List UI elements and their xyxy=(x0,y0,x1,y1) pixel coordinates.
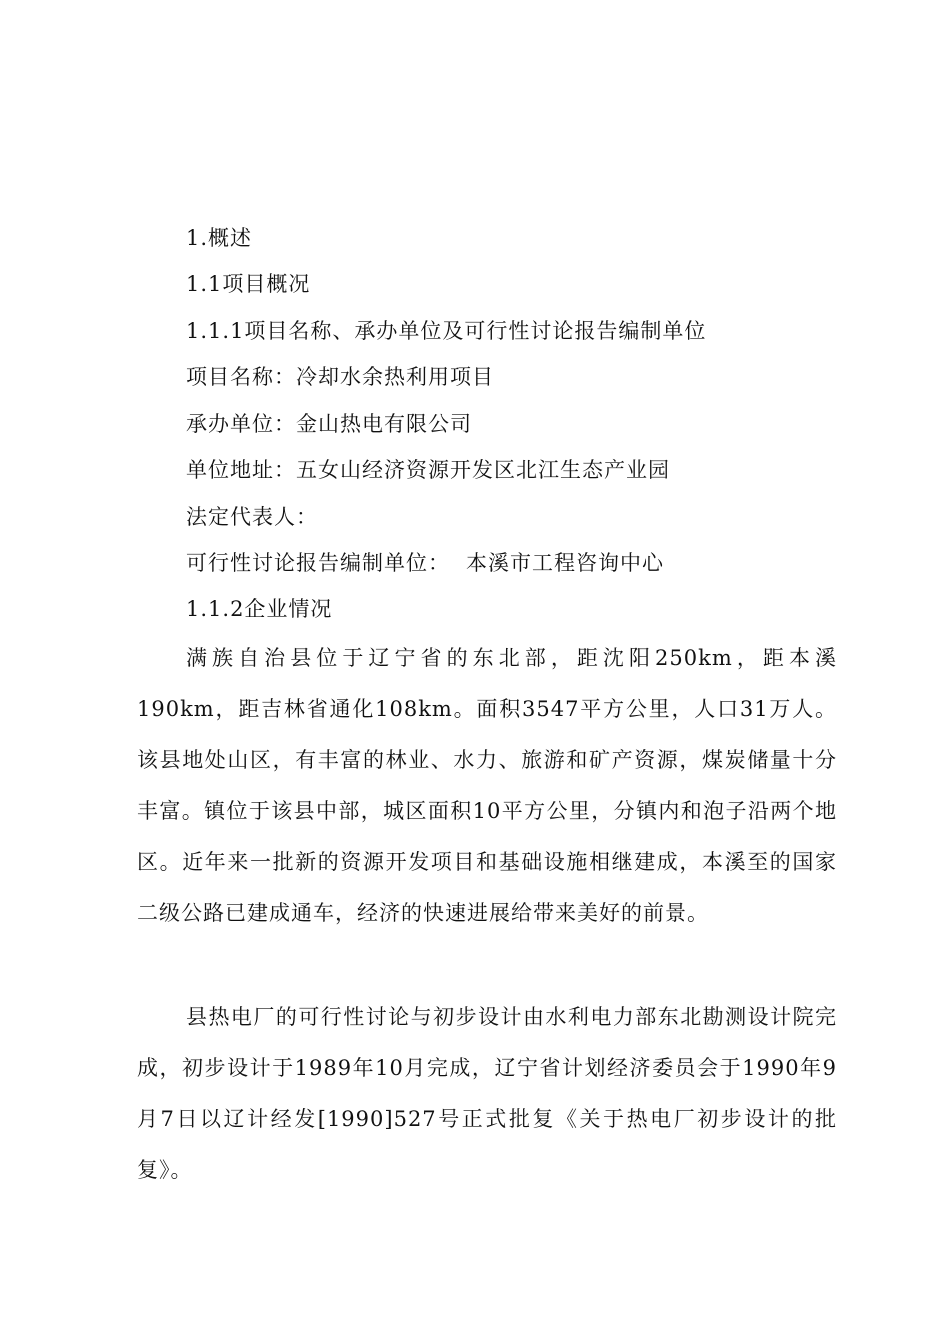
report-unit-value: 本溪市工程咨询中心 xyxy=(466,551,664,575)
section-heading-1: 1.概述 xyxy=(186,226,253,250)
report-unit-line xyxy=(186,549,664,577)
section-heading-1-1: 1.1项目概况 xyxy=(186,272,311,296)
paragraph-county-overview: 满族自治县位于辽宁省的东北部，距沈阳250km，距本溪190km，距吉林省通化108km。面积3547平方公里，人口31万人。该县地处山区，有丰富的林业、水力、旅游和矿产资源，煤炭储量十分丰富。镇位于该县中部，城区面积10平方公里，分镇内和泡子沿两个地区。近年来一批新的资源开发项目和基础设施相继建成，本溪至的国家二级公路已建成通车，经济的快速进展给带来美好的前景。 xyxy=(137,646,837,925)
paragraph-design-approval: 县热电厂的可行性讨论与初步设计由水利电力部东北勘测设计院完成，初步设计于1989年10月完成，辽宁省计划经济委员会于1990年9月7日以辽计经发[1990]527号正式批复《关于热电厂初步设计的批复》。 xyxy=(137,1005,837,1182)
legal-representative-line: 法定代表人： xyxy=(186,505,318,529)
undertaker-line: 承办单位：金山热电有限公司 xyxy=(186,412,472,436)
report-unit-label: 可行性讨论报告编制单位： xyxy=(186,551,450,575)
project-name-line: 项目名称：冷却水余热利用项目 xyxy=(186,365,494,389)
address-line: 单位地址：五女山经济资源开发区北江生态产业园 xyxy=(186,458,670,482)
section-heading-1-1-1: 1.1.1项目名称、承办单位及可行性讨论报告编制单位 xyxy=(186,319,707,343)
section-heading-1-1-2: 1.1.2企业情况 xyxy=(186,597,333,621)
